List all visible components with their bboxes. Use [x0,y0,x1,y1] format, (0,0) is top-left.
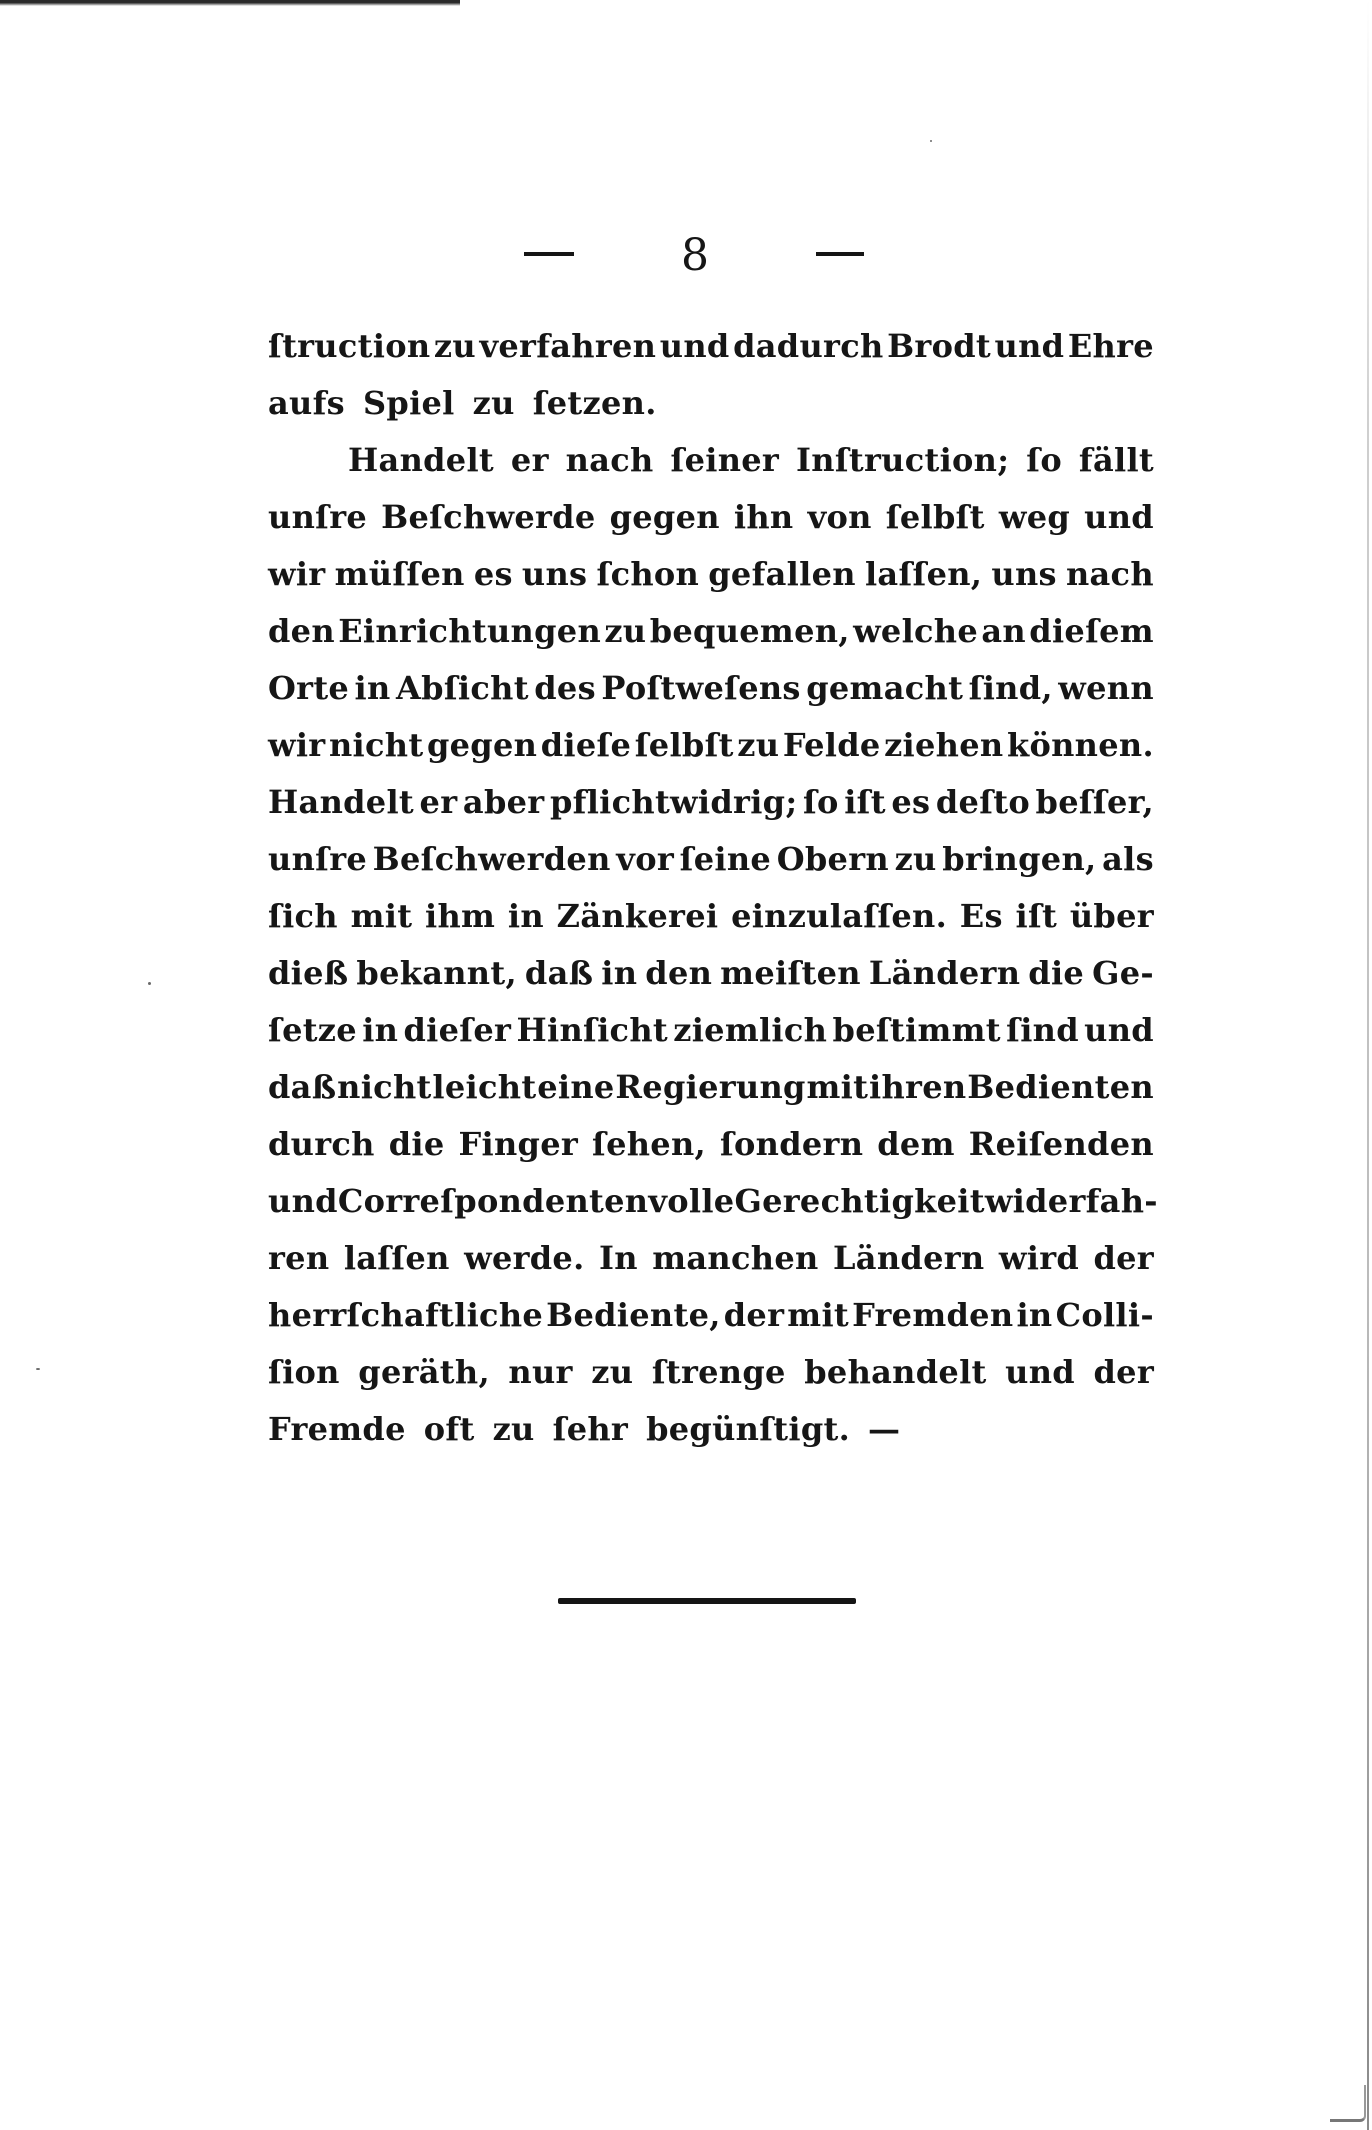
header-dash-right [816,252,864,256]
word: manchen [652,1239,819,1277]
word: ren [268,1239,330,1277]
scan-speck [148,982,151,985]
word: ſind, [968,669,1053,707]
word: nicht [337,1068,432,1106]
word: unſre [268,498,368,536]
word: von [807,498,872,536]
word: mit [806,1068,869,1106]
word: zu [472,384,515,422]
word: in [507,897,544,935]
word: ſtrenge [651,1353,786,1391]
word: ſeiner [670,441,780,479]
word: Bediente, [546,1296,721,1334]
word: bringen, [942,840,1097,878]
word: wir [268,726,326,764]
word: müſſen [334,555,465,593]
word: in [362,1011,399,1049]
word: ihren [869,1068,967,1106]
word: bekannt, [356,954,517,992]
word: dieſe [540,726,632,764]
word: Gerechtigkeit [734,1182,985,1220]
text-line [268,1230,1154,1287]
word: unſre [268,840,368,878]
end-rule [558,1598,856,1604]
word: ziemlich [673,1011,828,1049]
word: dieſer [403,1011,512,1049]
word: es [473,555,513,593]
word: geräth, [358,1353,490,1391]
word: einzulaſſen. [731,897,948,935]
word: in [1016,1296,1053,1334]
word: ſich [268,897,338,935]
text-line [268,717,1154,774]
scan-edge-top [0,0,460,6]
word: und [268,1182,338,1220]
text-line [268,660,1154,717]
word: können. [1006,726,1154,764]
word: leicht [432,1068,537,1106]
word: dem [877,1125,955,1163]
word: Hinſicht [516,1011,668,1049]
word: Ländern [868,954,1021,992]
word: Fremde [268,1410,406,1448]
word: laſſen [343,1239,450,1277]
text-line [268,945,1154,1002]
word: Finger [458,1125,579,1163]
word: dieß [268,954,349,992]
text-line [268,432,1154,489]
word: Handelt [348,441,495,479]
word: ſetzen. [532,384,657,422]
word: durch [268,1125,375,1163]
word: wenn [1058,669,1154,707]
word: welche [853,612,979,650]
word: dieſem [1029,612,1154,650]
word: Beſchwerden [372,840,611,878]
word: deſto [935,783,1030,821]
word: ihn [733,498,794,536]
word: die [388,1125,445,1163]
word: meiſten [720,954,861,992]
word: vor [616,840,674,878]
word: herrſchaftliche [268,1296,544,1334]
word: an [981,612,1026,650]
text-line [268,888,1154,945]
scan-edge-right [1367,0,1369,2130]
word: oft [423,1410,475,1448]
word: fällt [1078,441,1154,479]
scan-corner-mark [1330,2085,1366,2122]
word: zu [492,1410,535,1448]
word: nicht [328,726,424,764]
word: daß [524,954,594,992]
word: bequemen, [649,612,850,650]
word: Spiel [362,384,455,422]
word: nach [1065,555,1154,593]
word: iſt [844,783,886,821]
word: zu [591,1353,634,1391]
word: ſondern [719,1125,864,1163]
header-dash-left [524,252,574,256]
word: ſo [802,783,839,821]
text-line [268,774,1154,831]
word: ſetze [268,1011,357,1049]
word: Ehre [1067,327,1154,365]
word: der [723,1296,785,1334]
text-line [268,1116,1154,1173]
word: mit [787,1296,849,1334]
word: zu [433,327,476,365]
word: die [1028,954,1085,992]
word: In [598,1239,638,1277]
word: uns [521,555,588,593]
word: widerfah- [984,1182,1158,1220]
text-line [268,1002,1154,1059]
word: ſelbſt [634,726,734,764]
word: beſſer, [1035,783,1154,821]
word: Bedienten [967,1068,1154,1106]
word: Ländern [833,1239,985,1277]
word: es [891,783,931,821]
text-line [268,603,1154,660]
word: ſelbſt [885,498,985,536]
text-line [268,1173,1158,1230]
word: zu [737,726,780,764]
word: Brodt [887,327,991,365]
word: ſchon [596,555,700,593]
word: Regierung [615,1068,806,1106]
word: werde. [464,1239,585,1277]
body-text [268,318,1158,1458]
word: Obern [776,840,889,878]
word: der [1093,1353,1154,1391]
text-line [268,375,1154,432]
text-line [268,1059,1154,1116]
word: — [868,1410,901,1448]
word: den [645,954,713,992]
word: in [354,669,391,707]
word: Beſchwerde [381,498,596,536]
word: beſtimmt [832,1011,1001,1049]
word: nach [565,441,654,479]
word: Zänkerei [556,897,719,935]
word: ſind [1006,1011,1079,1049]
word: nur [508,1353,573,1391]
word: und [1084,1011,1154,1049]
word: mit [350,897,413,935]
word: aufs [268,384,345,422]
word: Inſtruction; [796,441,1010,479]
word: eine [537,1068,615,1106]
page-header [0,226,1372,286]
word: pflichtwidrig; [549,783,798,821]
word: gegen [426,726,538,764]
word: den [268,612,335,650]
text-line [268,546,1154,603]
word: ſo [1026,441,1062,479]
word: des [534,669,596,707]
word: Ge- [1092,954,1154,992]
word: zu [894,840,937,878]
text-line [268,831,1154,888]
word: wird [998,1239,1080,1277]
word: ziehen [884,726,1004,764]
word: wir [268,555,326,593]
word: Einrichtungen [338,612,602,650]
word: Poſtweſens [601,669,801,707]
word: ſtruction [268,327,431,365]
word: daß [268,1068,337,1106]
word: gemacht [806,669,964,707]
word: ſehr [552,1410,629,1448]
word: dadurch [733,327,884,365]
word: Reiſenden [968,1125,1154,1163]
word: der [1093,1239,1154,1277]
word: er [419,783,458,821]
text-line [268,1287,1154,1344]
word: begünſtigt. [646,1410,851,1448]
word: verfahren [479,327,657,365]
word: als [1102,840,1154,878]
page-number: 8 [681,230,709,281]
word: behandelt [804,1353,987,1391]
word: aber [462,783,545,821]
word: Handelt [268,783,415,821]
word: uns [991,555,1057,593]
word: und [1005,1353,1075,1391]
word: er [510,441,549,479]
word: laſſen, [864,555,983,593]
word: Correſpondenten [337,1182,649,1220]
word: in [601,954,638,992]
word: zu [604,612,647,650]
word: Colli- [1055,1296,1154,1334]
text-line [268,1401,1154,1458]
word: Es [959,897,1003,935]
word: und [659,327,730,365]
word: über [1069,897,1154,935]
word: volle [648,1182,735,1220]
text-line [268,1344,1154,1401]
scan-speck [930,140,932,142]
word: Fremden [852,1296,1014,1334]
word: ſehen, [592,1125,706,1163]
word: Abſicht [396,669,529,707]
text-line [268,489,1154,546]
word: Felde [782,726,881,764]
scan-speck [36,1368,40,1370]
word: und [994,327,1065,365]
word: ihm [425,897,496,935]
word: iſt [1015,897,1058,935]
word: und [1084,498,1154,536]
text-line [268,318,1154,375]
word: gegen [609,498,720,536]
word: gefallen [708,555,856,593]
word: Orte [268,669,350,707]
word: weg [998,498,1071,536]
word: ſeine [679,840,772,878]
word: ſion [268,1353,340,1391]
